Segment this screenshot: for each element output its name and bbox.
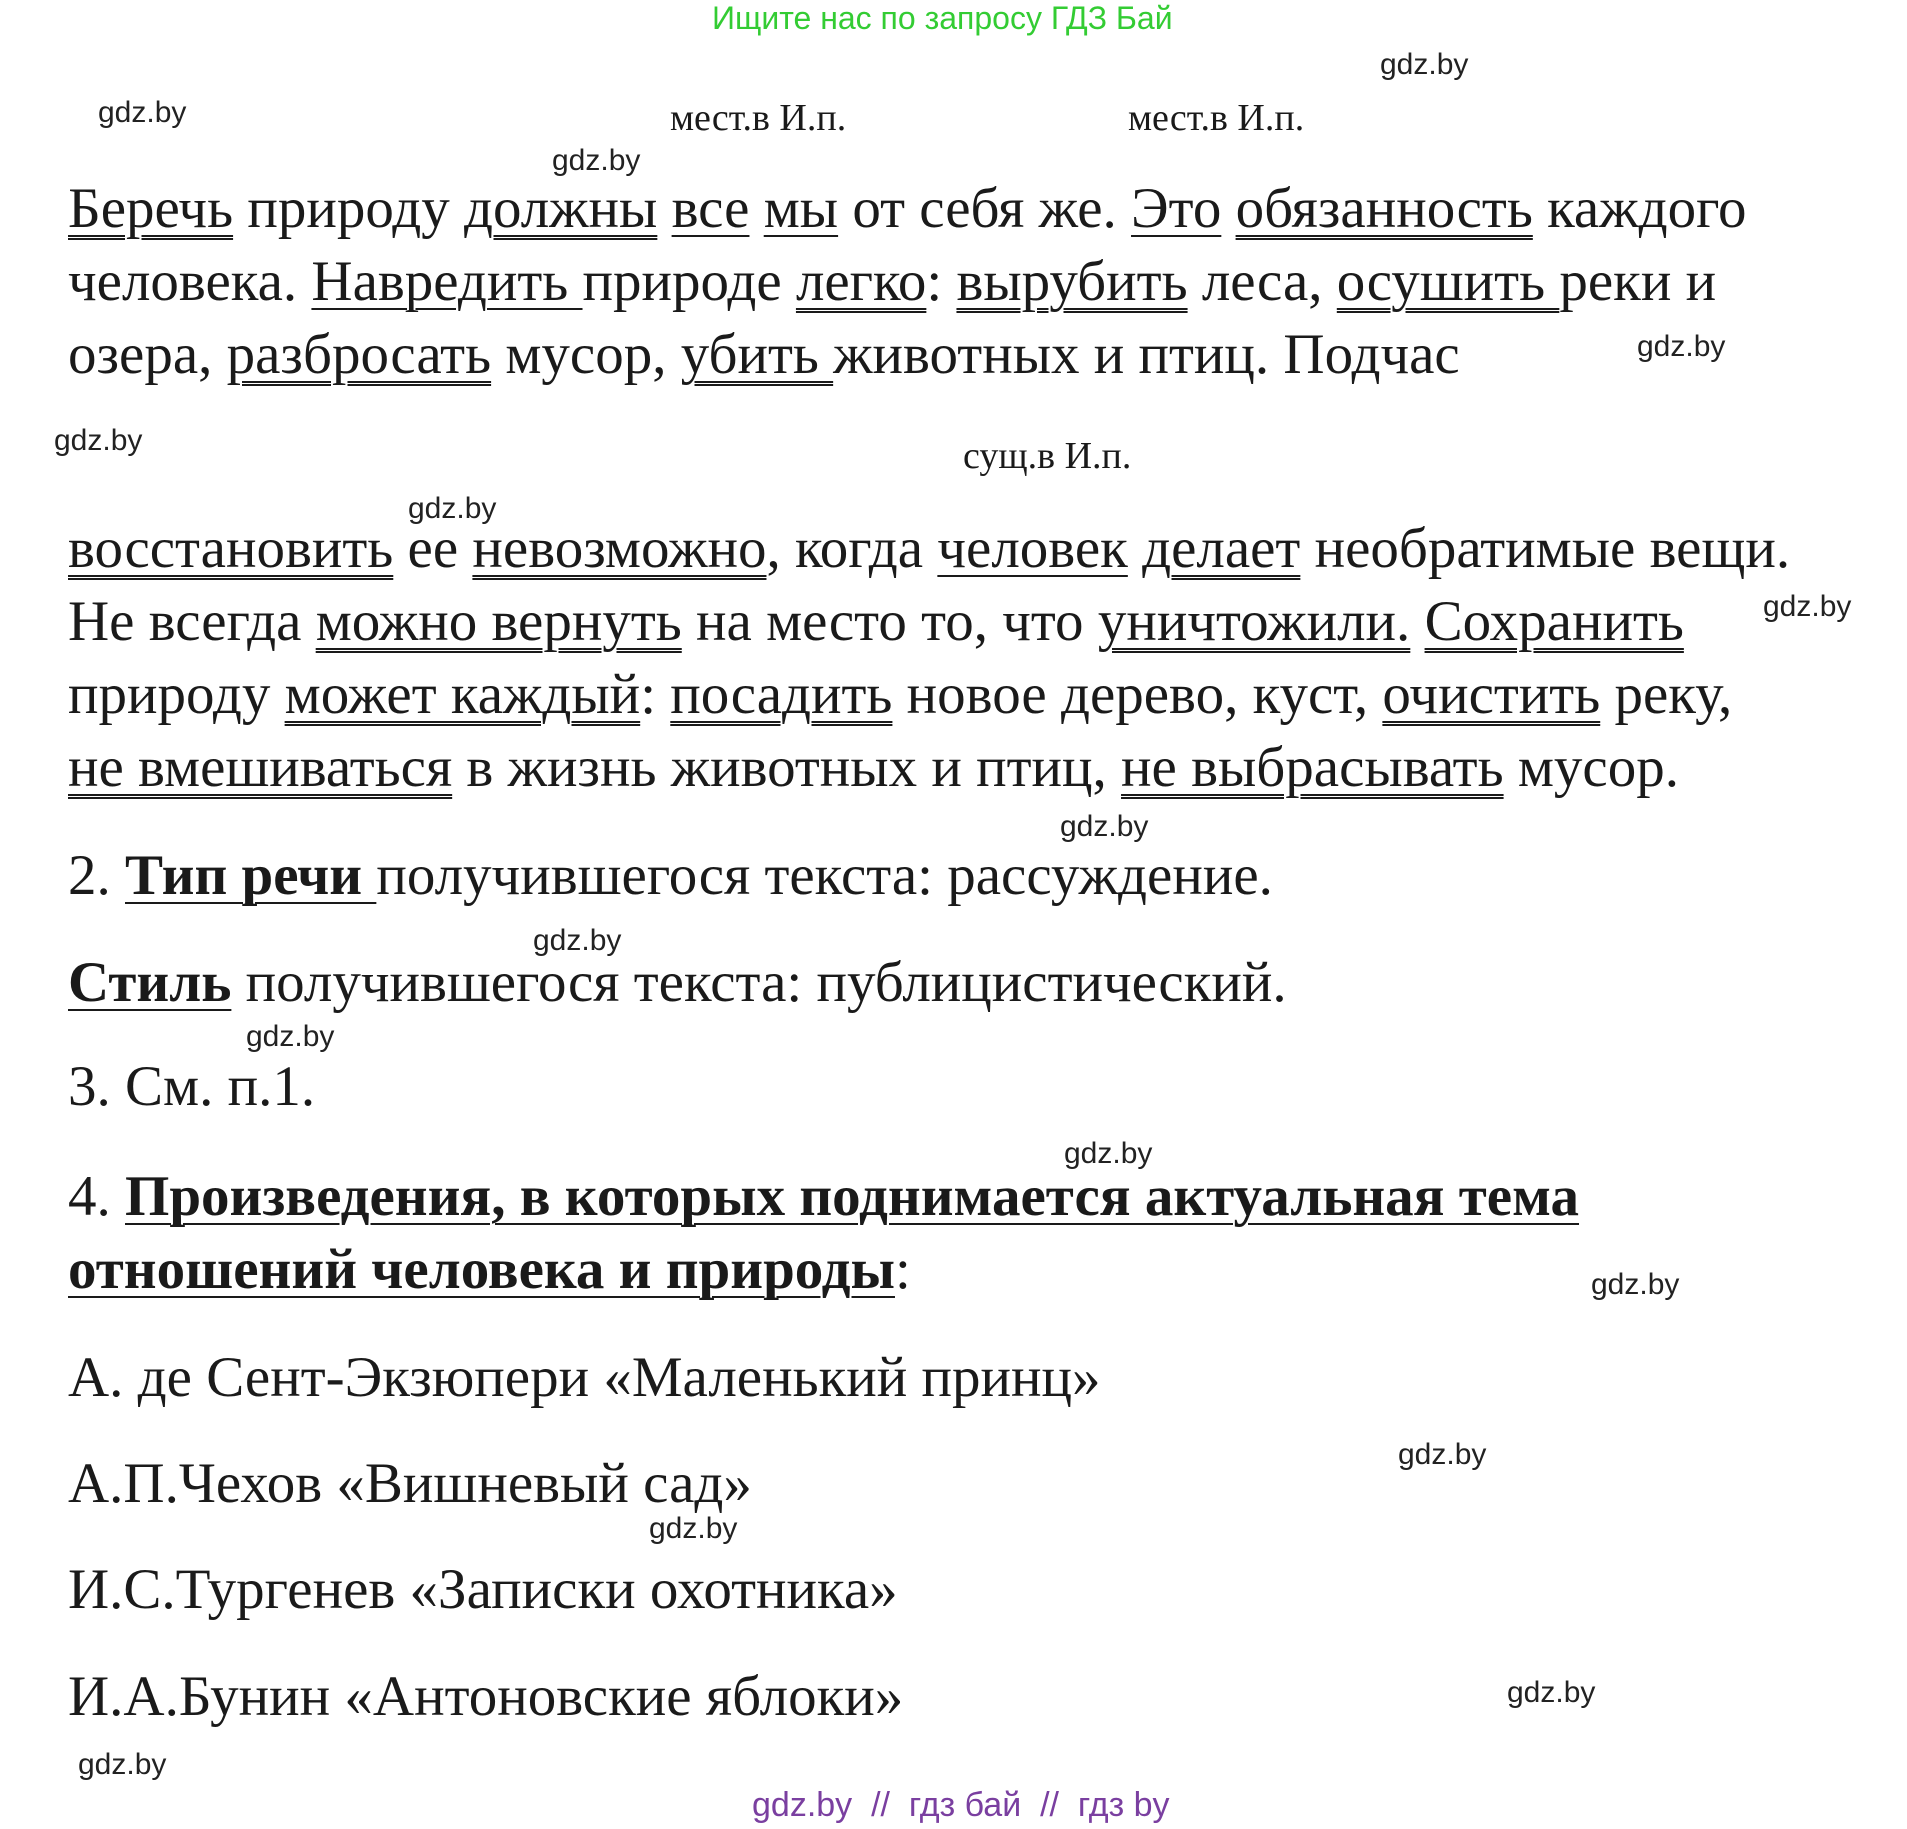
watermark: gdz.by (246, 1020, 335, 1053)
text-fragment (657, 177, 671, 240)
text-fragment: природу (233, 177, 464, 240)
answer-3: 3. См. п.1. (68, 1055, 316, 1118)
text-fragment: на место то, что (681, 590, 1098, 653)
predicate: уничтожили. (1097, 590, 1411, 653)
subject: Это (1131, 177, 1222, 240)
predicate: разбросать (226, 323, 492, 386)
watermark: gdz.by (552, 144, 641, 177)
predicate: обязанность (1235, 177, 1533, 240)
text-fragment (1128, 517, 1142, 580)
predicate: восстановить (68, 517, 394, 580)
text-fragment: мусор. (1503, 736, 1679, 799)
text-fragment: ее (393, 517, 473, 580)
text-fragment: мусор, (491, 323, 681, 386)
text-line (68, 589, 1684, 654)
text-line (68, 662, 1732, 727)
predicate: вырубить (956, 250, 1188, 313)
section-heading: Произведения, в которых поднимается актуальная тема (125, 1165, 1580, 1228)
watermark: gdz.by (1380, 48, 1469, 81)
section-label: Стиль (68, 951, 232, 1014)
answer-4-title (68, 1237, 911, 1302)
text-fragment: человека. (68, 250, 312, 313)
predicate: невозможно (472, 517, 767, 580)
section-heading: отношений человека и природы (68, 1238, 895, 1301)
text-fragment: : (926, 250, 957, 313)
predicate: должны (463, 177, 658, 240)
text-fragment (1221, 177, 1235, 240)
watermark: gdz.by (533, 924, 622, 957)
predicate: посадить (670, 663, 893, 726)
answer-2 (68, 843, 1273, 908)
annotation-pronoun: мест.в И.п. (670, 97, 847, 139)
text-line (68, 176, 1747, 241)
watermark: gdz.by (1637, 330, 1726, 363)
banner[interactable]: Ищите нас по запросу ГДЗ Бай (712, 0, 1173, 36)
item-number: 2. (68, 844, 125, 907)
text-fragment: животных и птиц. Подчас (833, 323, 1460, 386)
text-line (68, 322, 1460, 387)
subject: Навредить (311, 250, 583, 313)
watermark: gdz.by (1064, 1137, 1153, 1170)
section-label: Тип речи (125, 844, 377, 907)
work-item: И.С.Тургенев «Записки охотника» (68, 1558, 898, 1621)
annotation-pronoun: мест.в И.п. (1128, 97, 1305, 139)
watermark: gdz.by (408, 492, 497, 525)
text-fragment: от себя же. (838, 177, 1132, 240)
text-fragment: Не всегда (68, 590, 316, 653)
watermark: gdz.by (78, 1748, 167, 1781)
subject: все (671, 177, 750, 240)
text-fragment: каждого (1532, 177, 1747, 240)
text-line (68, 516, 1790, 581)
text-fragment: , когда (766, 517, 938, 580)
watermark: gdz.by (1398, 1438, 1487, 1471)
item-number: 4. (68, 1165, 125, 1228)
watermark: gdz.by (54, 424, 143, 457)
watermark: gdz.by (98, 96, 187, 129)
predicate: убить (680, 323, 834, 386)
work-item: А. де Сент-Экзюпери «Маленький принц» (68, 1346, 1101, 1409)
text-fragment (1410, 590, 1424, 653)
text-fragment: природу (68, 663, 285, 726)
watermark: gdz.by (1763, 590, 1852, 623)
predicate: очистить (1382, 663, 1601, 726)
predicate: делает (1142, 517, 1301, 580)
text-line (68, 249, 1716, 314)
predicate: осушить (1336, 250, 1560, 313)
predicate: легко (795, 250, 927, 313)
predicate: можно вернуть (315, 590, 682, 653)
predicate: Сохранить (1424, 590, 1684, 653)
text-fragment: новое дерево, куст, (892, 663, 1383, 726)
text-fragment (749, 177, 763, 240)
predicate: не вмешиваться (68, 736, 453, 799)
text-fragment: в жизнь животных и птиц, (452, 736, 1122, 799)
text-fragment: реки и (1559, 250, 1717, 313)
text-fragment: необратимые вещи. (1300, 517, 1791, 580)
text-fragment: : (894, 1238, 911, 1301)
text-fragment: реку, (1600, 663, 1733, 726)
work-item: А.П.Чехов «Вишневый сад» (68, 1452, 752, 1515)
predicate: не выбрасывать (1121, 736, 1504, 799)
predicate: может каждый (284, 663, 641, 726)
work-item: И.А.Бунин «Антоновские яблоки» (68, 1665, 904, 1728)
text-fragment: леса, (1187, 250, 1337, 313)
text-fragment: озера, (68, 323, 227, 386)
predicate: Беречь (68, 177, 234, 240)
footer-links[interactable]: gdz.by // гдз бай // гдз by (752, 1786, 1170, 1824)
answer-style (68, 950, 1287, 1015)
subject: мы (763, 177, 839, 240)
watermark: gdz.by (649, 1512, 738, 1545)
watermark: gdz.by (1507, 1676, 1596, 1709)
subject: человек (937, 517, 1128, 580)
text-fragment: природе (582, 250, 796, 313)
answer-text: получившегося текста: рассуждение. (376, 844, 1273, 907)
watermark: gdz.by (1591, 1268, 1680, 1301)
text-line (68, 735, 1679, 800)
watermark: gdz.by (1060, 810, 1149, 843)
text-fragment: : (640, 663, 671, 726)
annotation-noun: сущ.в И.п. (963, 435, 1132, 477)
answer-4-title (68, 1164, 1579, 1229)
answer-text: получившегося текста: публицистический. (231, 951, 1287, 1014)
